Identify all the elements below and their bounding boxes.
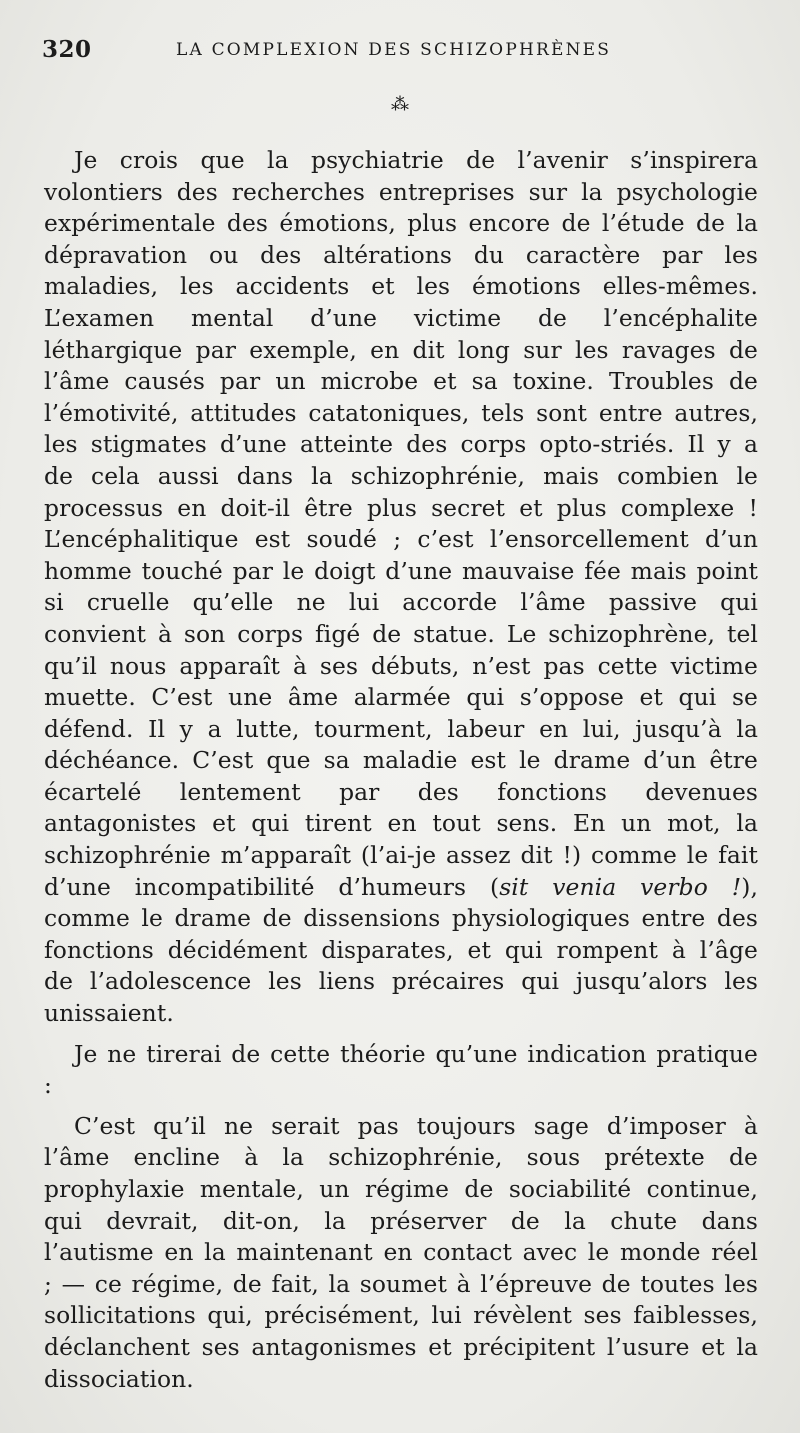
paragraph-1-latin-phrase: sit venia verbo !	[499, 872, 742, 901]
asterism-ornament: ⁂	[391, 94, 409, 115]
body-text	[44, 145, 758, 1395]
paragraph-1-text-after: ), comme le drame de dissensions physiologiques entre des fonctions décidément disparates, et qui rompent à l’âge de l’adolescence les liens précaires qui jusqu’alors les unissaient.	[44, 872, 758, 1028]
paragraph-2: Je ne tirerai de cette théorie qu’une indication pratique :	[44, 1039, 758, 1100]
page-header	[42, 36, 758, 70]
paragraph-1-text-before: Je crois que la psychiatrie de l’avenir s’inspirera volontiers des recherches entreprises sur la psychologie expérimentale des émotions, plus encore de l’étude de la dépravation ou des altérations du caractère par les maladies, les accidents et les émotions elles-mêmes. L’examen mental d’une victime de l’encéphalite léthargique par exemple, en dit long sur les ravages de l’âme causés par un microbe et sa toxine. Troubles de l’émotivité, attitudes catatoniques, tels sont entre autres, les stigmates d’une atteinte des corps opto-striés. Il y a de cela aussi dans la schizophrénie, mais combien le processus en doit-il être plus secret et plus complexe ! L’encéphalitique est soudé ; c’est l’ensorcellement d’un homme touché par le doigt d’une mauvaise fée mais point si cruelle qu’elle ne lui accorde l’âme passive qui convient à son corps figé de statue. Le schizophrène, tel qu’il nous apparaît à ses débuts, n’est pas cette victime muette. C’est une âme alarmée qui s’oppose et qui se défend. Il y a lutte, tourment, labeur en lui, jusqu’à la déchéance. C’est que sa maladie est le drame d’un être écartelé lentement par des fonctions devenues antagonistes et qui tirent en tout sens. En un mot, la schizophrénie m’apparaît (l’ai-je assez dit !) comme le fait d’une incompatibilité d’humeurs (	[44, 146, 758, 901]
paragraph-3: C’est qu’il ne serait pas toujours sage d’imposer à l’âme encline à la schizophrénie, sous prétexte de prophylaxie mentale, un régime de sociabilité continue, qui devrait, dit-on, la préserver de la chute dans l’autisme en la maintenant en contact avec le monde réel ; — ce régime, de fait, la soumet à l’épreuve de toutes les sollicitations qui, précisément, lui révèlent ses faiblesses, déclanchent ses antagonismes et précipitent l’usure et la dissociation.	[44, 1111, 758, 1393]
page-number: 320	[42, 36, 92, 63]
paragraph-1	[44, 145, 758, 1030]
running-title: LA COMPLEXION DES SCHIZOPHRÈNES	[176, 40, 612, 60]
